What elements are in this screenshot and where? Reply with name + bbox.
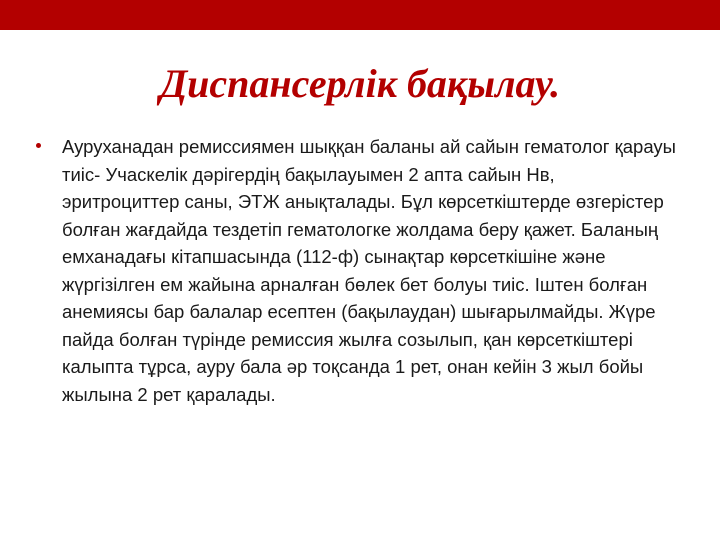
bullet-item <box>36 133 676 408</box>
header-accent-bar <box>0 0 720 30</box>
bullet-text: Ауруханадан ремиссиямен шыққан баланы ай сайын гематолог қарауы тиіс- Учаскелік дәрігердің бақылауымен 2 апта сайын Нв, эритроциттер саны, ЭТЖ анықталады. Бұл көрсеткіштерде өзгерістер болған жағдайда тездетіп гематологке жолдама беру қажет. Баланың емханадағы кітапшасында (112-ф) сынақтар көрсеткішіне және жүргізілген ем жайына арналған бөлек бет болуы тиіс. Іштен болған анемиясы бар балалар есептен (бақылаудан) шығарылмайды. Жүре пайда болған түрінде ремиссия жылға созылып, қан көрсеткіштері калыпта тұрса, ауру бала әр тоқсанда 1 рет, онан кейін 3 жыл бойы жылына 2 рет қаралады. <box>62 136 676 405</box>
slide-title: Диспансерлік бақылау. <box>159 61 561 106</box>
bullet-dot-icon <box>36 143 41 148</box>
slide-content <box>36 133 676 408</box>
